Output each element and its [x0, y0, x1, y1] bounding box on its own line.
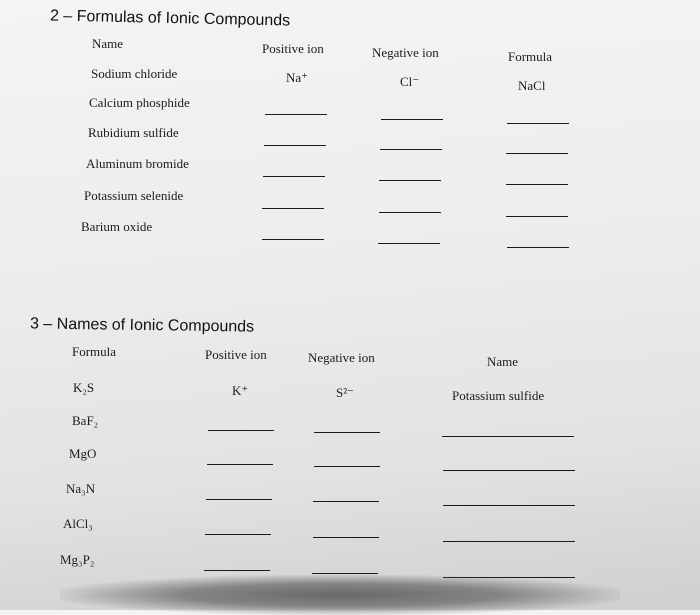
s2-formula-blank[interactable] [507, 247, 569, 248]
s2-header-name: Name [92, 36, 124, 51]
s2-row-name: Potassium selenide [84, 188, 184, 203]
s2-row-formula: NaCl [518, 78, 546, 93]
s2-row-name: Calcium phosphide [89, 95, 190, 110]
s2-positive-blank[interactable] [262, 208, 324, 209]
s3-row-formula: K₂S [73, 380, 95, 395]
s2-negative-blank[interactable] [378, 243, 440, 244]
s3-positive-blank[interactable] [204, 570, 270, 571]
s3-name-blank[interactable] [443, 541, 575, 542]
s3-negative-blank[interactable] [314, 466, 380, 467]
s2-header-positive: Positive ion [262, 41, 324, 56]
s2-formula-blank[interactable] [506, 153, 568, 154]
s3-header-positive: Positive ion [205, 347, 267, 362]
s3-row-name: Potassium sulfide [452, 388, 545, 403]
s3-positive-blank[interactable] [206, 499, 272, 500]
s3-name-blank[interactable] [443, 470, 575, 471]
s3-row-positive: K⁺ [232, 383, 249, 398]
s3-header-formula: Formula [72, 344, 117, 359]
s2-positive-blank[interactable] [264, 145, 326, 146]
s2-formula-blank[interactable] [507, 123, 569, 124]
s3-negative-blank[interactable] [313, 501, 379, 502]
s2-negative-blank[interactable] [380, 149, 442, 150]
section3-title: 3 – Names of Ionic Compounds [29, 315, 255, 336]
s2-row-name: Barium oxide [81, 219, 153, 234]
s3-name-blank[interactable] [443, 505, 575, 506]
s3-row-negative: S²⁻ [336, 385, 354, 400]
s3-name-blank[interactable] [442, 436, 574, 437]
s3-row-formula: MgO [69, 446, 97, 461]
s2-formula-blank[interactable] [506, 216, 568, 217]
s2-row-name: Sodium chloride [91, 66, 178, 81]
s3-row-formula: Na₃N [66, 481, 96, 496]
s3-row-formula: AlCl₃ [63, 516, 93, 531]
s2-positive-blank[interactable] [265, 114, 327, 115]
s2-positive-blank[interactable] [263, 176, 325, 177]
s2-negative-blank[interactable] [381, 119, 443, 120]
s3-negative-blank[interactable] [313, 537, 379, 538]
s2-row-name: Aluminum bromide [86, 156, 189, 171]
s3-header-name: Name [487, 354, 519, 369]
s3-header-negative: Negative ion [308, 350, 375, 365]
bottom-shadow [60, 575, 620, 615]
s3-positive-blank[interactable] [207, 464, 273, 465]
s2-row-name: Rubidium sulfide [88, 125, 179, 140]
s3-row-formula: Mg₃P₂ [60, 552, 95, 567]
s3-positive-blank[interactable] [205, 534, 271, 535]
s3-row-formula: BaF₂ [72, 413, 99, 428]
s2-header-formula: Formula [508, 49, 553, 64]
s3-negative-blank[interactable] [314, 432, 380, 433]
s2-formula-blank[interactable] [506, 184, 568, 185]
s2-row-positive: Na⁺ [286, 70, 309, 85]
s2-header-negative: Negative ion [372, 45, 439, 60]
s2-negative-blank[interactable] [379, 180, 441, 181]
s3-positive-blank[interactable] [208, 430, 274, 431]
s2-row-negative: Cl⁻ [400, 74, 420, 89]
section2-title: 2 – Formulas of Ionic Compounds [49, 7, 291, 30]
s2-negative-blank[interactable] [379, 212, 441, 213]
s2-positive-blank[interactable] [262, 239, 324, 240]
s3-negative-blank[interactable] [312, 573, 378, 574]
